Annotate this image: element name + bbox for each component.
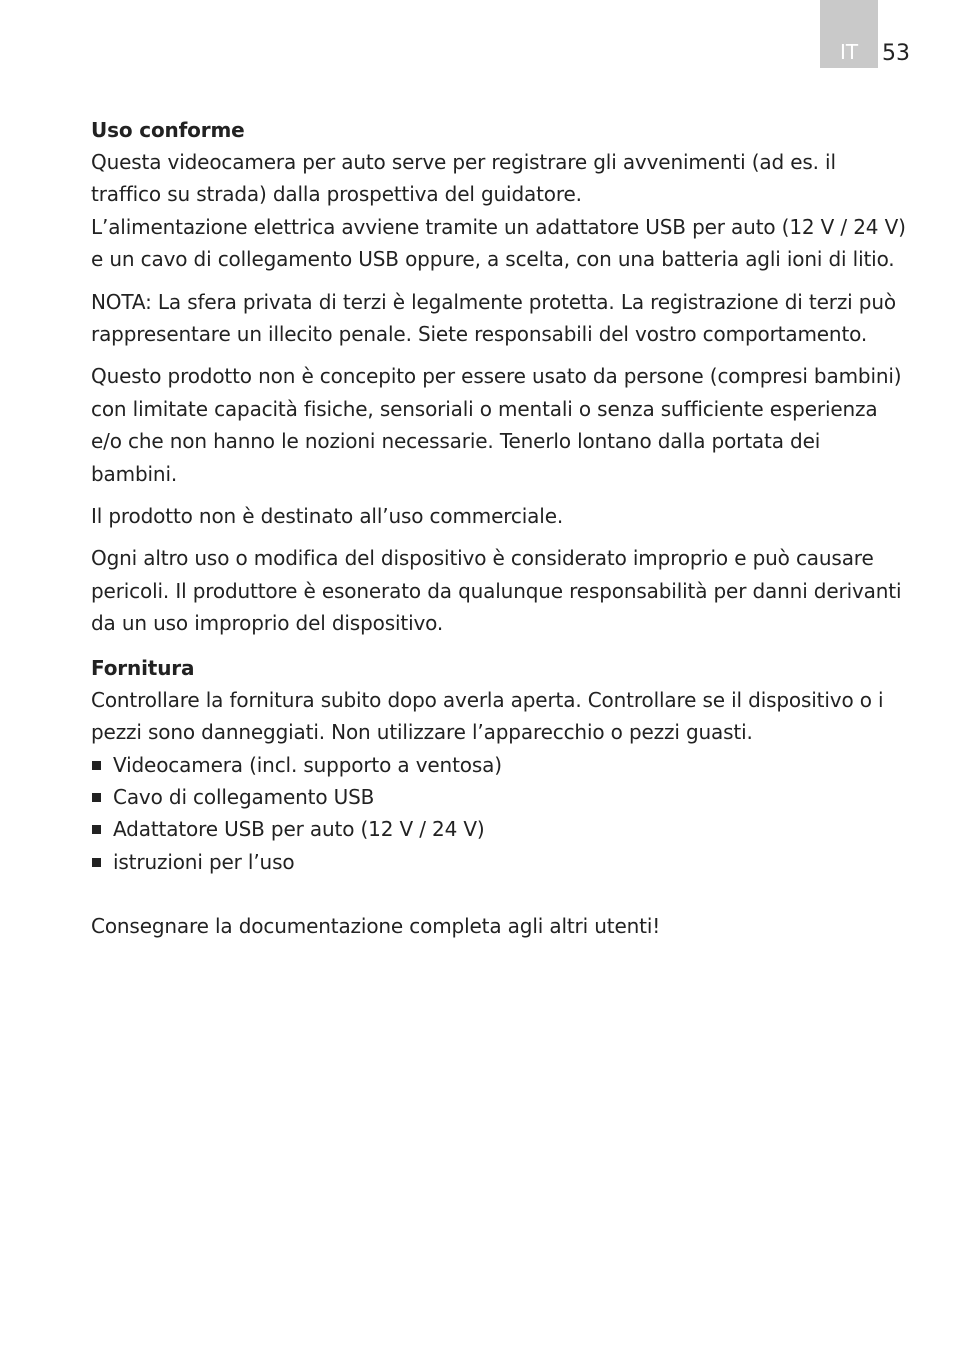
list-item-label: Cavo di collegamento USB (113, 784, 375, 809)
bullet-square-icon (92, 858, 101, 867)
supply-list (91, 749, 911, 879)
paragraph-closing-note: Consegnare la documentazione completa agli altri utenti! (91, 914, 661, 939)
language-tab (820, 0, 878, 68)
section-title-supply: Fornitura (91, 655, 195, 680)
paragraph-safety-persons: Questo prodotto non è concepito per essere usato da persone (compresi bambini) con limitate capacità fisiche, sensoriali o mentali o senza sufficiente esperienza e/o che non hanno le nozioni necessarie. Tenerlo lontano dalla portata dei bambini. (91, 364, 902, 486)
page-number: 53 (882, 41, 910, 66)
bullet-square-icon (92, 793, 101, 802)
paragraph-privacy-note: NOTA: La sfera privata di terzi è legalmente protetta. La registrazione di terzi può rappresentare un illecito penale. Siete responsabili del vostro comportamento. (91, 289, 896, 347)
paragraph-not-commercial: Il prodotto non è destinato all’uso commerciale. (91, 504, 564, 529)
list-item (91, 781, 911, 813)
paragraph-supply-intro: Controllare la fornitura subito dopo averla aperta. Controllare se il dispositivo o i pezzi sono danneggiati. Non utilizzare l’apparecchio o pezzi guasti. (91, 687, 884, 745)
list-item (91, 813, 911, 845)
paragraph-power-supply: L’alimentazione elettrica avviene tramite un adattatore USB per auto (12 V / 24 V) e un cavo di collegamento USB oppure, a scelta, con una batteria agli ioni di litio. (91, 214, 906, 272)
language-label: IT (840, 40, 859, 64)
bullet-square-icon (92, 761, 101, 770)
list-item-label: istruzioni per l’uso (113, 849, 295, 874)
list-item (91, 846, 911, 878)
bullet-square-icon (92, 825, 101, 834)
list-item-label: Videocamera (incl. supporto a ventosa) (113, 752, 502, 777)
section-title-intended-use: Uso conforme (91, 118, 245, 142)
paragraph-improper-use: Ogni altro uso o modifica del dispositivo è considerato improprio e può causare pericoli. Il produttore è esonerato da qualunque responsabilità per danni derivanti da un uso improprio del dispositivo. (91, 546, 902, 636)
list-item-label: Adattatore USB per auto (12 V / 24 V) (113, 817, 485, 842)
page-content (91, 114, 911, 943)
list-item (91, 749, 911, 781)
paragraph-intended-use: Questa videocamera per auto serve per registrare gli avvenimenti (ad es. il traffico su strada) dalla prospettiva del guidatore. (91, 150, 836, 207)
